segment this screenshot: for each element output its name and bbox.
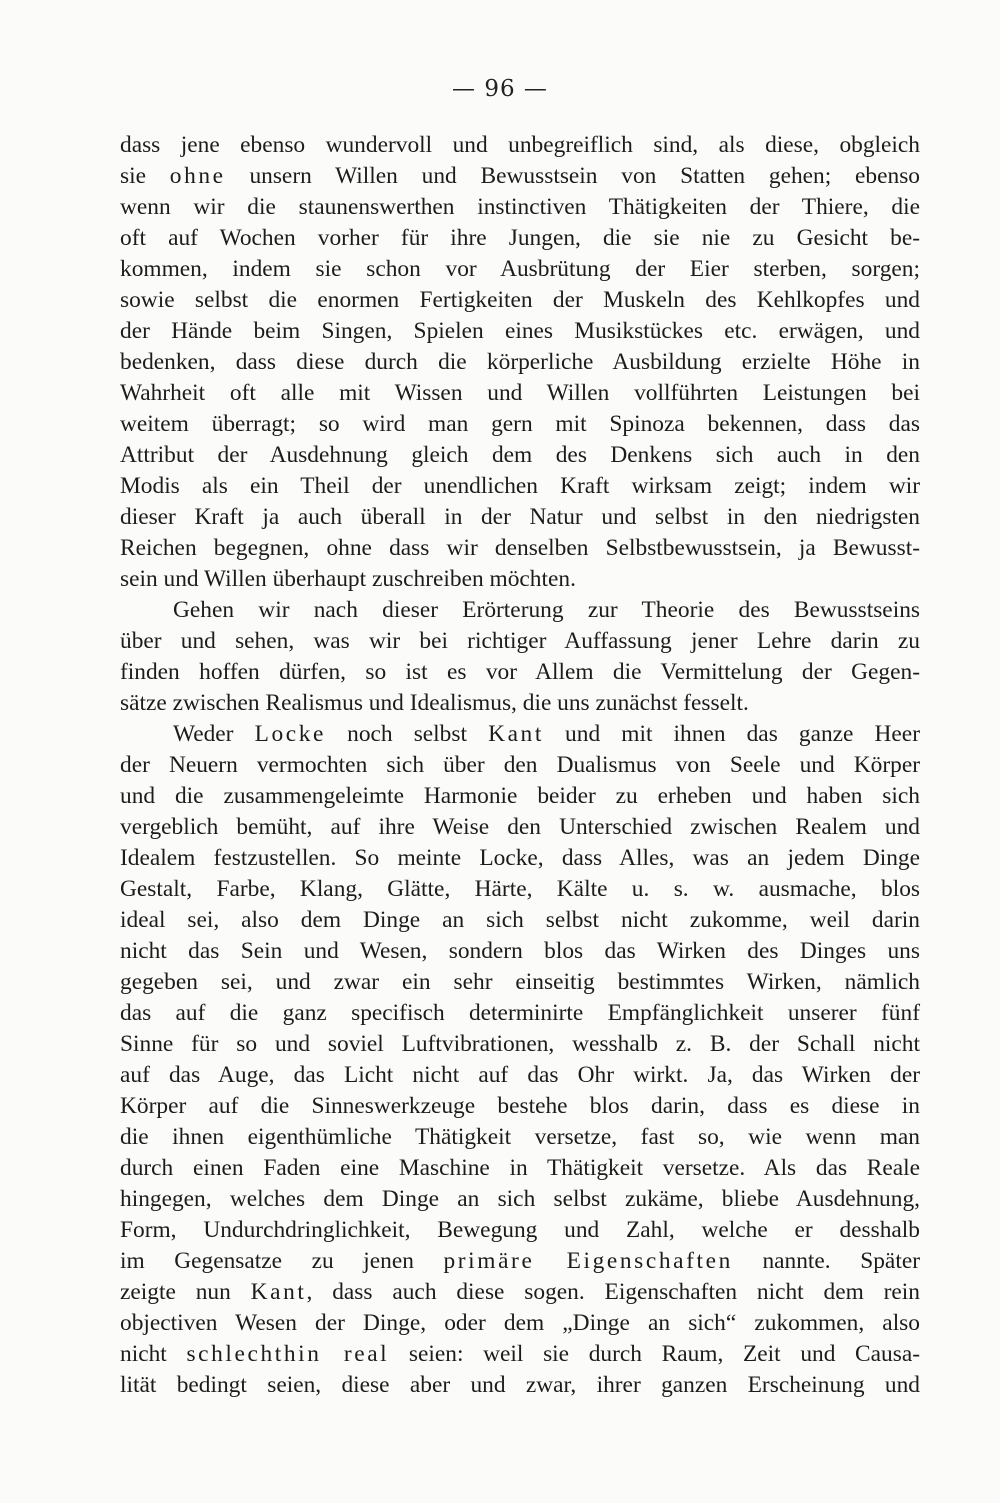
text-line: finden hoffen dürfen, so ist es vor Allem die Vermittelung der Gegen- bbox=[120, 659, 920, 685]
text-line: weitem überragt; so wird man gern mit Spinoza bekennen, dass das bbox=[120, 411, 920, 437]
text-line: Reichen begegnen, ohne dass wir denselben Selbstbewusstsein, ja Bewusst- bbox=[120, 535, 920, 561]
text-line: bedenken, dass diese durch die körperliche Ausbildung erzielte Höhe in bbox=[120, 349, 920, 375]
text-line: die ihnen eigenthümliche Thätigkeit versetze, fast so, wie wenn man bbox=[120, 1124, 920, 1150]
text-line: hingegen, welches dem Dinge an sich selbst zukäme, bliebe Ausdehnung, bbox=[120, 1186, 920, 1212]
paragraph bbox=[120, 130, 920, 595]
text-line: sie ohne unsern Willen und Bewusstsein von Statten gehen; ebenso bbox=[120, 163, 920, 189]
text-line: zeigte nun Kant, dass auch diese sogen. Eigenschaften nicht dem rein bbox=[120, 1279, 921, 1305]
text-line: gegeben sei, und zwar ein sehr einseitig bestimmtes Wirken, nämlich bbox=[120, 969, 920, 995]
emphasis-text: Locke bbox=[254, 721, 327, 747]
emphasis-text: Kant bbox=[250, 1279, 307, 1305]
text-line: das auf die ganz specifisch determinirte Empfänglichkeit unserer fünf bbox=[120, 1000, 920, 1026]
text-line: vergeblich bemüht, auf ihre Weise den Unterschied zwischen Realem und bbox=[120, 814, 920, 840]
paragraph bbox=[120, 595, 920, 719]
emphasis-text: Kant bbox=[488, 721, 544, 747]
emphasis-text: ohne bbox=[169, 163, 226, 189]
text-line: auf das Auge, das Licht nicht auf das Ohr wirkt. Ja, das Wirken der bbox=[120, 1062, 920, 1088]
text-line: im Gegensatze zu jenen primäre Eigenschaften nannte. Später bbox=[120, 1248, 920, 1274]
text-line: kommen, indem sie schon vor Ausbrütung der Eier sterben, sorgen; bbox=[120, 256, 920, 282]
text-line: Idealem festzustellen. So meinte Locke, dass Alles, was an jedem Dinge bbox=[120, 845, 920, 871]
text-line: Attribut der Ausdehnung gleich dem des Denkens sich auch in den bbox=[120, 442, 920, 468]
text-line: Gestalt, Farbe, Klang, Glätte, Härte, Kälte u. s. w. ausmache, blos bbox=[120, 876, 920, 902]
text-line: Sinne für so und soviel Luftvibrationen, wesshalb z. B. der Schall nicht bbox=[120, 1031, 920, 1057]
emphasis-text: schlechthin real bbox=[186, 1341, 390, 1367]
text-line: durch einen Faden eine Maschine in Thätigkeit versetze. Als das Reale bbox=[120, 1155, 920, 1181]
text-line: wenn wir die staunenswerthen instinctiven Thätigkeiten der Thiere, die bbox=[120, 194, 920, 220]
text-line: der Neuern vermochten sich über den Dualismus von Seele und Körper bbox=[120, 752, 920, 778]
text-line: lität bedingt seien, diese aber und zwar, ihrer ganzen Erscheinung und bbox=[120, 1372, 920, 1398]
text-line: Körper auf die Sinneswerkzeuge bestehe blos darin, dass es diese in bbox=[120, 1093, 920, 1119]
page-number: — 96 — bbox=[452, 76, 548, 102]
text-line: sein und Willen überhaupt zuschreiben möchten. bbox=[120, 566, 576, 592]
text-line: der Hände beim Singen, Spielen eines Musikstückes etc. erwägen, und bbox=[120, 318, 920, 344]
text-line: objectiven Wesen der Dinge, oder dem „Dinge an sich“ zukommen, also bbox=[120, 1310, 920, 1336]
text-line: sowie selbst die enormen Fertigkeiten der Muskeln des Kehlkopfes und bbox=[120, 287, 920, 313]
text-line: sätze zwischen Realismus und Idealismus, die uns zunächst fesselt. bbox=[120, 690, 749, 716]
text-line: über und sehen, was wir bei richtiger Auffassung jener Lehre darin zu bbox=[120, 628, 920, 654]
text-line: dass jene ebenso wundervoll und unbegreiflich sind, als diese, obgleich bbox=[120, 132, 920, 158]
text-line: nicht schlechthin real seien: weil sie durch Raum, Zeit und Causa- bbox=[120, 1341, 921, 1367]
text-line: Weder Locke noch selbst Kant und mit ihnen das ganze Heer bbox=[173, 721, 920, 747]
text-line: und die zusammengeleimte Harmonie beider zu erheben und haben sich bbox=[120, 783, 920, 809]
text-line: Modis als ein Theil der unendlichen Kraft wirksam zeigt; indem wir bbox=[120, 473, 920, 499]
text-line: Wahrheit oft alle mit Wissen und Willen vollführten Leistungen bei bbox=[120, 380, 920, 406]
text-line: Form, Undurchdringlichkeit, Bewegung und Zahl, welche er desshalb bbox=[120, 1217, 920, 1243]
text-line: oft auf Wochen vorher für ihre Jungen, die sie nie zu Gesicht be- bbox=[120, 225, 920, 251]
text-line: Gehen wir nach dieser Erörterung zur Theorie des Bewusstseins bbox=[173, 597, 920, 623]
text-line: dieser Kraft ja auch überall in der Natur und selbst in den niedrigsten bbox=[120, 504, 920, 530]
text-line: ideal sei, also dem Dinge an sich selbst nicht zukomme, weil darin bbox=[120, 907, 920, 933]
emphasis-text: primäre Eigenschaften bbox=[443, 1248, 733, 1274]
paragraph bbox=[120, 719, 920, 1401]
body-text bbox=[120, 130, 920, 1401]
text-line: nicht das Sein und Wesen, sondern blos das Wirken des Dinges uns bbox=[120, 938, 920, 964]
